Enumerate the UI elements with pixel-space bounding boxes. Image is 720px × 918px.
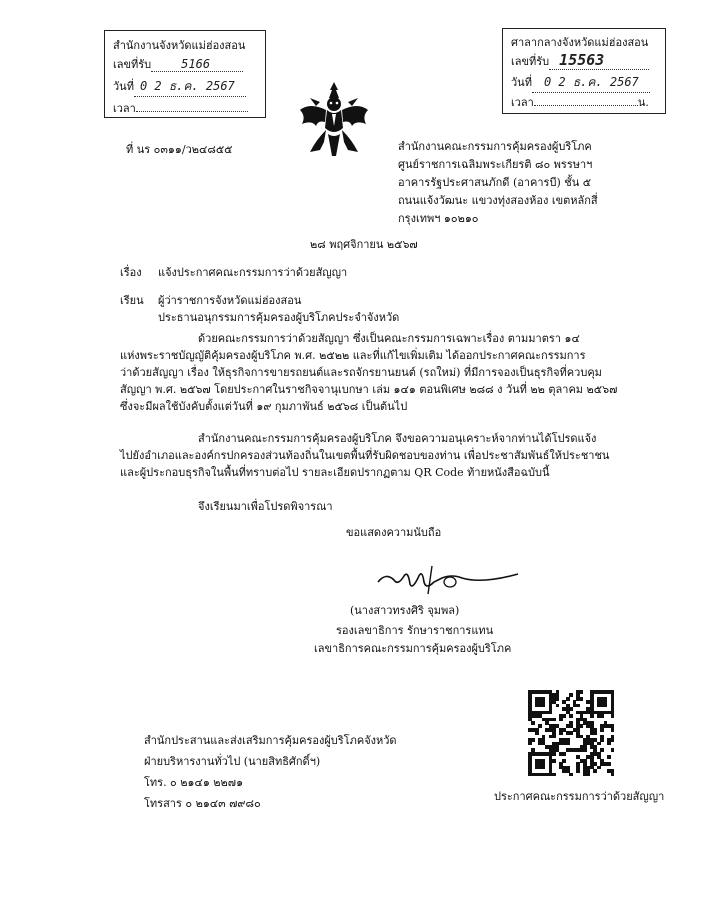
stamp-date-label: วันที่ (511, 76, 532, 89)
footer-line: สำนักประสานและส่งเสริมการคุ้มครองผู้บริโภคจังหวัด (144, 734, 397, 747)
paragraph-line: สัญญา พ.ศ. ๒๕๖๗ โดยประกาศในราชกิจจานุเบกษา เล่ม ๑๔๑ ตอนพิเศษ ๒๘๘ ง วันที่ ๒๒ ตุลาคม ๒๕๖๗ (120, 383, 618, 396)
paragraph-line: ด้วยคณะกรรมการว่าด้วยสัญญา ซึ่งเป็นคณะกรรมการเฉพาะเรื่อง ตามมาตรา ๑๔ (198, 332, 580, 345)
sender-line: ถนนแจ้งวัฒนะ แขวงทุ่งสองห้อง เขตหลักสี่ (398, 194, 598, 207)
stamp-date-value: 0 2 ธ.ค. 2567 (543, 75, 639, 89)
paragraph-line: ซึ่งจะมีผลใช้บังคับตั้งแต่วันที่ ๑๙ กุมภาพันธ์ ๒๕๖๘ เป็นต้นไป (120, 400, 408, 413)
closing-request: จึงเรียนมาเพื่อโปรดพิจารณา (198, 500, 333, 513)
footer-line: โทรสาร ๐ ๒๑๔๓ ๗๙๘๐ (144, 797, 261, 810)
stamp-date-label: วันที่ (113, 80, 134, 93)
body-paragraph-2 (120, 430, 610, 481)
subject-text: แจ้งประกาศคณะกรรมการว่าด้วยสัญญา (158, 266, 348, 279)
signer-name: (นางสาวทรงศิริ จุมพล) (350, 604, 460, 617)
signer-position-2: เลขาธิการคณะกรรมการคุ้มครองผู้บริโภค (314, 642, 512, 655)
to-recipient-2: ประธานอนุกรรมการคุ้มครองผู้บริโภคประจำจังหวัด (158, 311, 400, 324)
sender-line: ศูนย์ราชการเฉลิมพระเกียรติ ๘๐ พรรษาฯ (398, 158, 593, 171)
stamp-date-value: 0 2 ธ.ค. 2567 (139, 79, 235, 93)
stamp-no-value: 15563 (559, 51, 605, 69)
footer-line: ฝ่ายบริหารงานทั่วไป (นายสิทธิศักดิ์ฯ) (144, 755, 321, 768)
reference-number: ที่ นร ๐๓๑๑/ว๒๔๘๕๕ (126, 143, 233, 156)
receiving-stamp-left (104, 30, 266, 118)
paragraph-line: ไปยังอำเภอและองค์กรปกครองส่วนท้องถิ่นในเขตพื้นที่รับผิดชอบของท่าน เพื่อประชาสัมพันธ์ให้ประชาชน (120, 449, 610, 462)
signer-position-1: รองเลขาธิการ รักษาราชการแทน (336, 624, 494, 637)
paragraph-line: สำนักงานคณะกรรมการคุ้มครองผู้บริโภค จึงขอความอนุเคราะห์จากท่านได้โปรดแจ้ง (198, 432, 597, 445)
stamp-org: ศาลากลางจังหวัดแม่ฮ่องสอน (511, 36, 649, 49)
to-label: เรียน (120, 294, 144, 307)
qr-caption: ประกาศคณะกรรมการว่าด้วยสัญญา (494, 790, 665, 803)
stamp-time-suffix: น. (637, 96, 649, 109)
subject-label: เรื่อง (120, 266, 142, 279)
body-paragraph-1 (120, 330, 618, 415)
receiving-stamp-right (502, 28, 666, 114)
letter-date: ๒๘ พฤศจิกายน ๒๕๖๗ (310, 238, 418, 251)
footer-contact (144, 730, 397, 814)
footer-line: โทร. ๐ ๒๑๔๑ ๒๒๗๑ (144, 776, 244, 789)
paragraph-line: และผู้ประกอบธุรกิจในพื้นที่ทราบต่อไป รายละเอียดปรากฏตาม QR Code ท้ายหนังสือฉบับนี้ (120, 466, 550, 479)
stamp-org: สำนักงานจังหวัดแม่ฮ่องสอน (113, 39, 246, 52)
signature-icon (372, 560, 522, 600)
sender-line: อาคารรัฐประศาสนภักดี (อาคารบี) ชั้น ๕ (398, 176, 592, 189)
stamp-no-value: 5166 (181, 57, 211, 71)
stamp-no-label: เลขที่รับ (511, 55, 550, 68)
qr-code-icon (528, 690, 614, 776)
paragraph-line: แห่งพระราชบัญญัติคุ้มครองผู้บริโภค พ.ศ. ๒๕๒๒ และที่แก้ไขเพิ่มเติม ได้ออกประกาศคณะกรรมการ (120, 349, 586, 362)
garuda-emblem-icon (296, 80, 372, 158)
paragraph-line: ว่าด้วยสัญญา เรื่อง ให้ธุรกิจการขายรถยนต์และรถจักรยานยนต์ (รถใหม่) ที่มีการจองเป็นธุรกิจที่ควบคุม (120, 366, 602, 379)
sender-address (398, 138, 598, 228)
sender-line: สำนักงานคณะกรรมการคุ้มครองผู้บริโภค (398, 140, 592, 153)
to-recipient-1: ผู้ว่าราชการจังหวัดแม่ฮ่องสอน (158, 294, 302, 307)
stamp-time-label: เวลา (113, 102, 136, 115)
sender-line: กรุงเทพฯ ๑๐๒๑๐ (398, 212, 479, 225)
stamp-no-label: เลขที่รับ (113, 58, 152, 71)
stamp-time-label: เวลา (511, 96, 534, 109)
closing-regards: ขอแสดงความนับถือ (346, 526, 442, 539)
